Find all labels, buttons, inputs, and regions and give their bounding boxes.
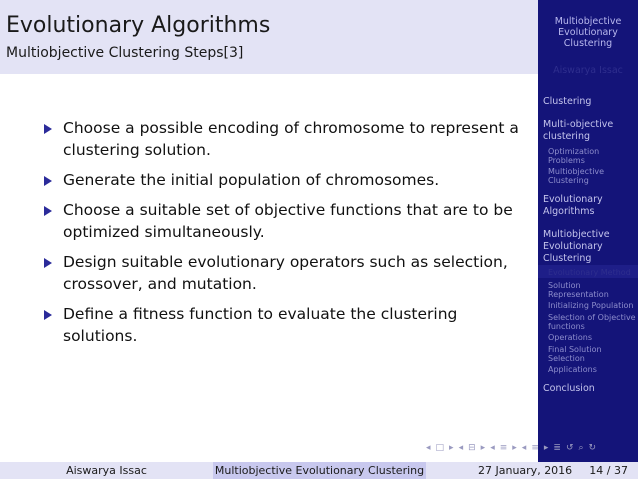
bullet-triangle-icon (44, 124, 52, 134)
bullet-text: Choose a possible encoding of chromosome to represent a clustering solution. (63, 119, 519, 159)
bullet-text: Define a fitness function to evaluate the clustering solutions. (63, 305, 458, 345)
nav-next-subsection-icon[interactable]: ▸ (480, 443, 486, 453)
bullet-item (44, 199, 524, 243)
bullet-triangle-icon (44, 206, 52, 216)
sidebar-sub-operations[interactable]: Operations (548, 333, 592, 342)
sidebar-sub-evolutionary-method[interactable]: Evolutionary Method (548, 268, 631, 277)
slide-subtitle: Multiobjective Clustering Steps[3] (6, 45, 244, 61)
nav-frame-icon[interactable]: □ (435, 443, 445, 453)
nav-section-icon[interactable]: ≡ (499, 443, 508, 453)
sidebar-sub-multiobjective-clustering[interactable]: Multiobjective Clustering (548, 167, 605, 185)
bullet-text: Design suitable evolutionary operators such as selection, crossover, and mutation. (63, 253, 508, 293)
slide-footer (0, 462, 638, 479)
bullet-item (44, 117, 524, 161)
bullet-triangle-icon (44, 310, 52, 320)
nav-appendix-icon[interactable]: ≣ (553, 443, 561, 453)
bullet-text: Choose a suitable set of objective functions that are to be optimized simultaneously. (63, 201, 513, 241)
sidebar-section-evolutionary-algorithms[interactable]: Evolutionary Algorithms (543, 194, 603, 217)
sidebar-section-conclusion[interactable]: Conclusion (543, 383, 595, 394)
slide-title: Evolutionary Algorithms (6, 13, 271, 38)
sidebar-sub-applications[interactable]: Applications (548, 365, 597, 374)
nav-next-section-icon[interactable]: ▸ (512, 443, 517, 453)
sidebar-navigation (538, 0, 638, 462)
sidebar-section-multi-objective-clustering[interactable]: Multi-objective clustering (543, 119, 614, 142)
sidebar-section-clustering[interactable]: Clustering (543, 96, 592, 107)
nav-doc-icon[interactable]: ≡ (531, 443, 539, 453)
footer-right-panel (426, 462, 638, 479)
footer-page-number: 14 / 37 (589, 464, 628, 477)
nav-prev-frame-icon[interactable]: ◂ (426, 443, 431, 453)
sidebar-sub-initializing-population[interactable]: Initializing Population (548, 301, 634, 310)
bullet-item (44, 169, 524, 191)
footer-date: 27 January, 2016 (478, 464, 573, 477)
nav-prev-section-icon[interactable]: ◂ (490, 443, 495, 453)
nav-search-icon[interactable]: ⌕ (578, 443, 584, 453)
nav-prev-doc-icon[interactable]: ◂ (521, 443, 527, 453)
bullet-item (44, 303, 524, 347)
nav-prev-subsection-icon[interactable]: ◂ (458, 443, 464, 453)
sidebar-presentation-title[interactable]: Multiobjective Evolutionary Clustering (554, 16, 622, 49)
bullet-list (44, 117, 524, 355)
sidebar-section-multiobjective-evolutionary-clustering[interactable]: Multiobjective Evolutionary Clustering (543, 229, 610, 264)
footer-author: Aiswarya Issac (0, 462, 213, 479)
nav-forward-icon[interactable]: ↻ (588, 443, 597, 453)
sidebar-sub-selection-of-objective-functions[interactable]: Selection of Objective functions (548, 313, 636, 331)
slide-header (0, 0, 538, 74)
nav-back-icon[interactable]: ↺ (565, 443, 574, 453)
beamer-navigation-bar (426, 441, 596, 455)
sidebar-sub-optimization-problems[interactable]: Optimization Problems (548, 147, 600, 165)
nav-subsection-icon[interactable]: ⊟ (468, 443, 476, 453)
nav-next-frame-icon[interactable]: ▸ (449, 443, 454, 453)
footer-title: Multiobjective Evolutionary Clustering (214, 464, 425, 477)
nav-next-doc-icon[interactable]: ▸ (543, 443, 549, 453)
sidebar-sub-solution-representation[interactable]: Solution Representation (548, 281, 609, 299)
bullet-triangle-icon (44, 258, 52, 268)
bullet-item (44, 251, 524, 295)
bullet-triangle-icon (44, 176, 52, 186)
sidebar-sub-final-solution-selection[interactable]: Final Solution Selection (548, 345, 602, 363)
bullet-text: Generate the initial population of chromosomes. (63, 171, 440, 189)
sidebar-author[interactable]: Aiswarya Issac (553, 65, 623, 76)
